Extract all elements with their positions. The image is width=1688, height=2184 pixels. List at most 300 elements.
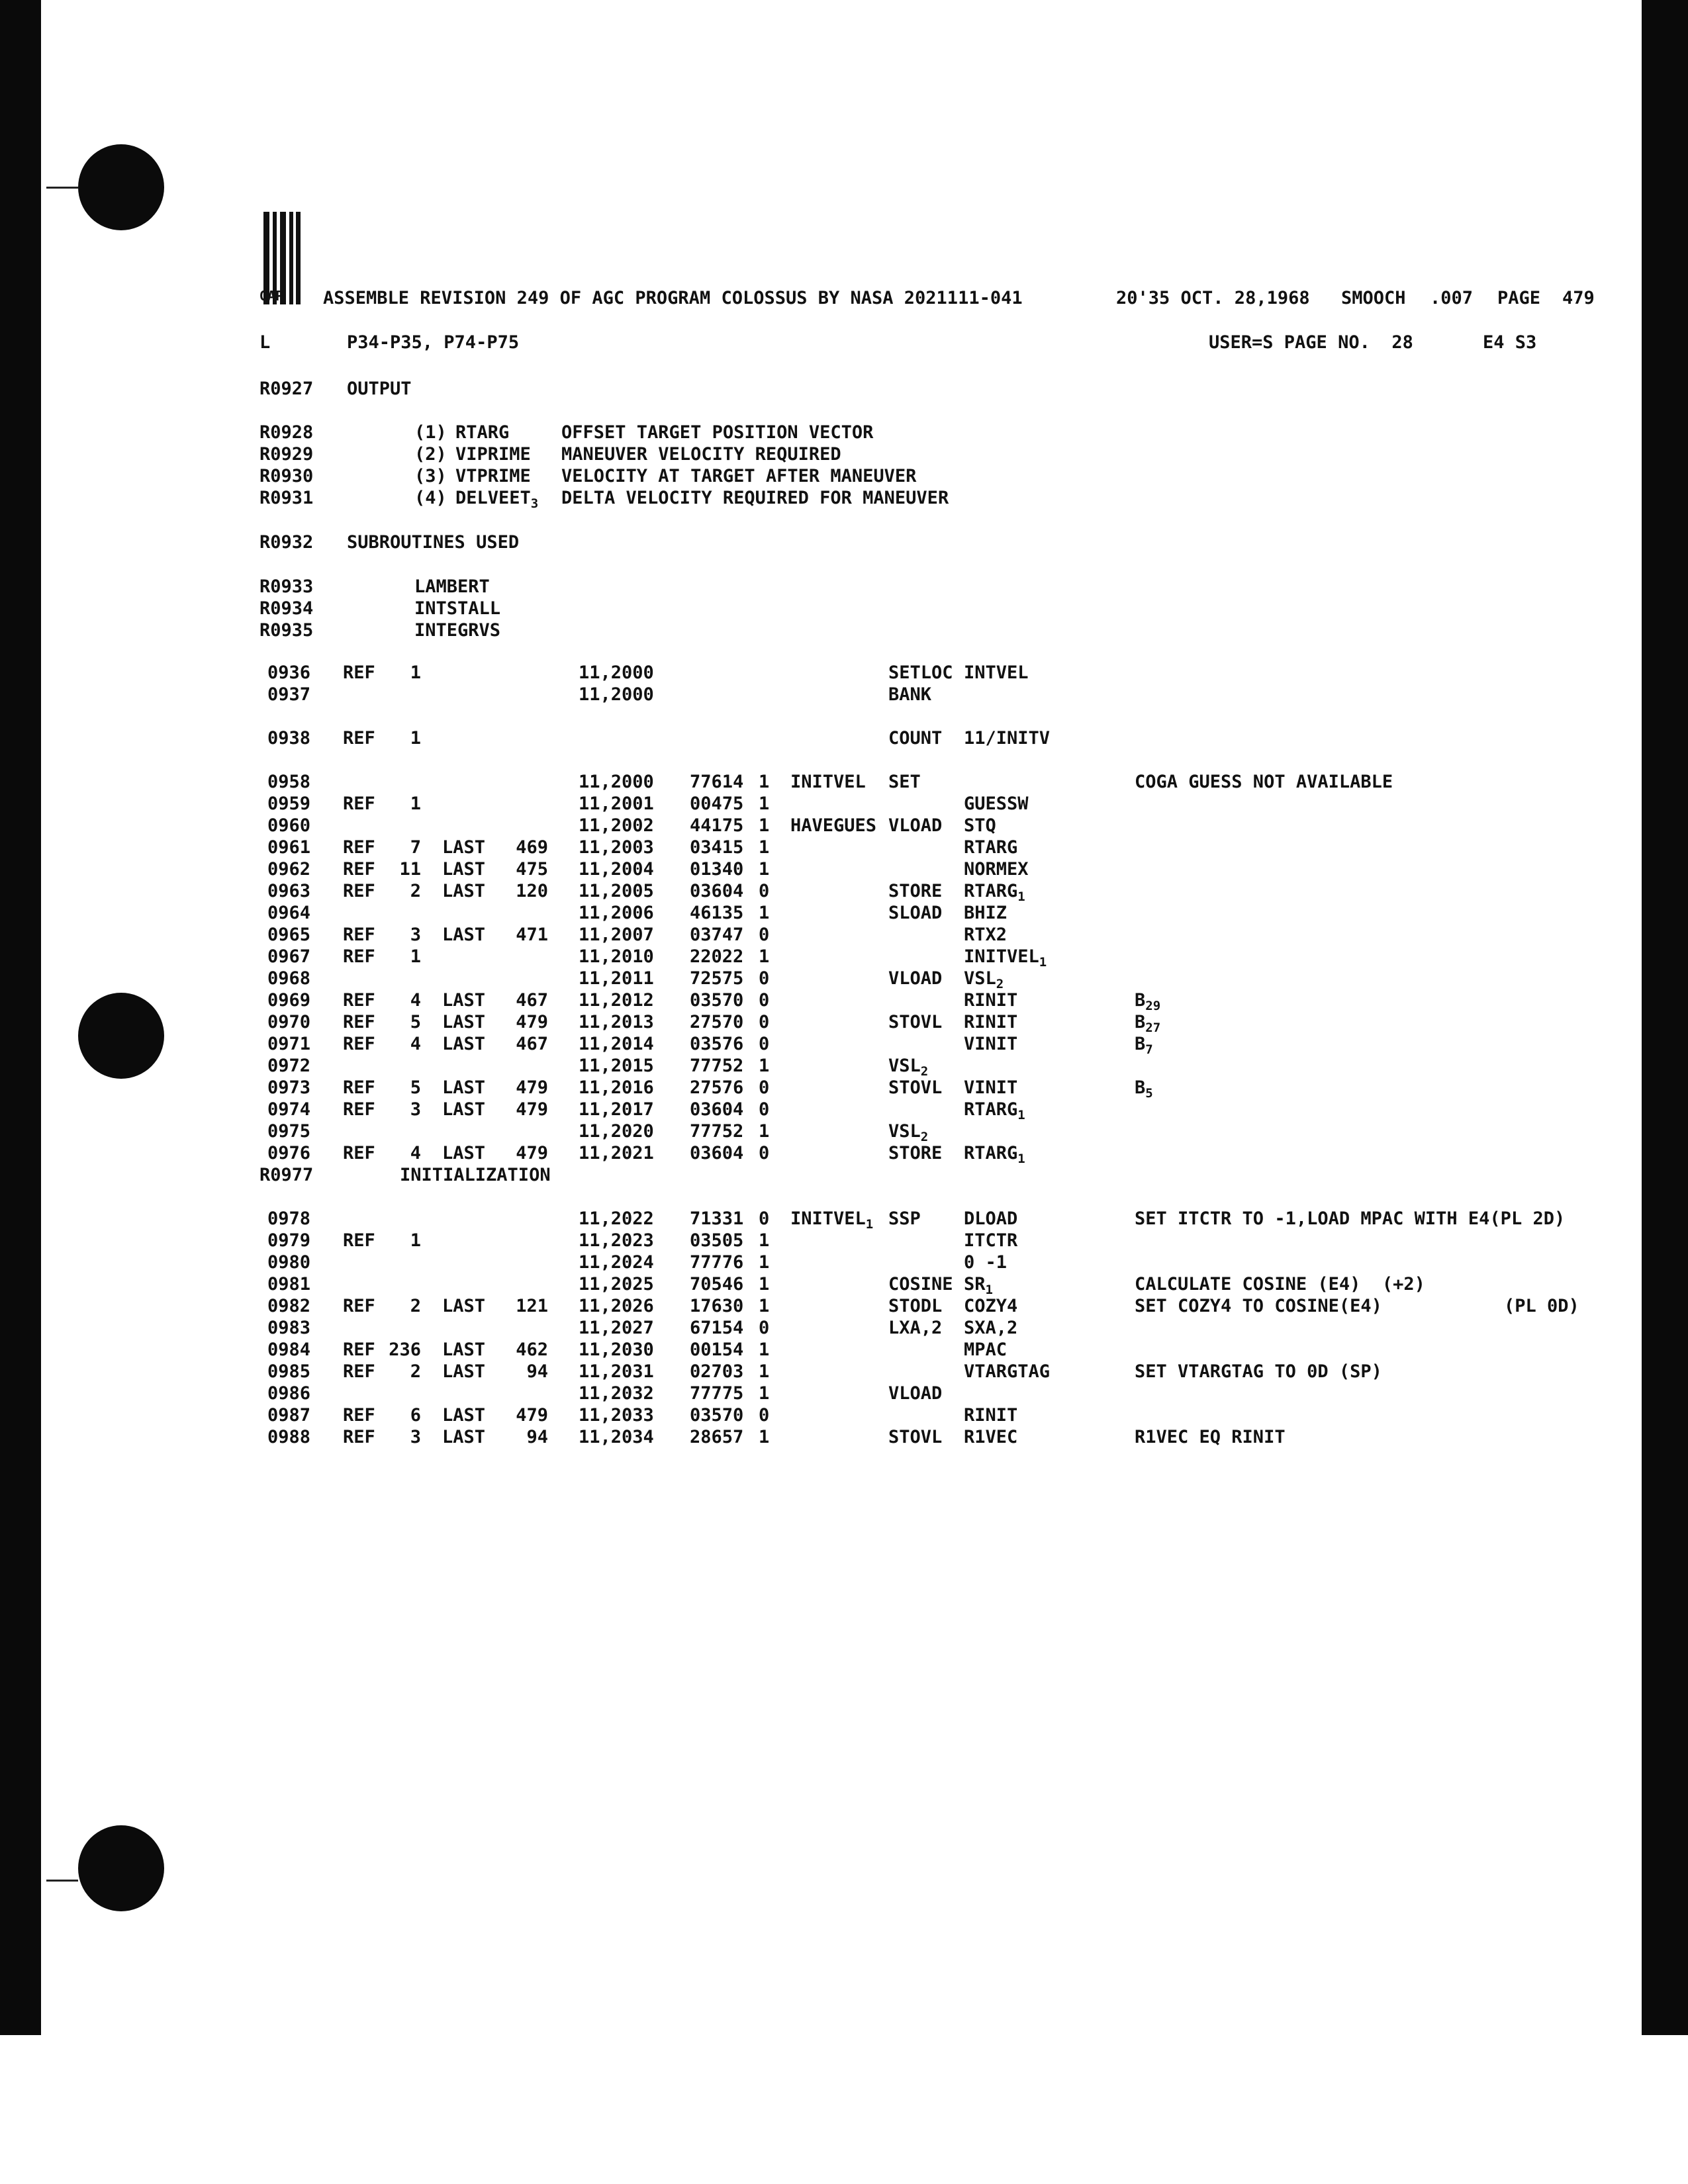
octal-code-text: 03576 [690,1034,744,1054]
opcode-text: SSP [888,1208,921,1229]
line-number [267,926,310,944]
ref-label-text: REF [343,881,375,901]
header-version: .007 [1430,288,1474,308]
ref-label-text: REF [343,1427,375,1447]
opcode-text: BANK [888,684,932,705]
line-number-text: 0984 [267,1340,311,1360]
address-text: 11,2001 [579,794,654,814]
opcode [888,1122,928,1144]
line-number-text: R0977 [259,1165,314,1185]
code-flag [759,1319,769,1337]
address-text: 11,2016 [579,1077,654,1098]
last-page-text: 467 [516,1034,548,1054]
address-text: 11,2034 [579,1427,654,1447]
code-flag-text: 1 [759,837,770,858]
ref-label [343,1297,375,1315]
octal-code-text: 77614 [690,772,744,792]
line-number [267,1406,310,1424]
address [579,1341,654,1359]
octal-code [690,1079,743,1097]
octal-code [690,1253,743,1271]
hole-tick-top [46,187,78,189]
ref-count [410,1013,421,1031]
code-flag [759,1232,769,1250]
address-text: 11,2006 [579,903,654,923]
address [579,1144,654,1162]
last-page [516,1406,548,1424]
address [579,904,654,922]
operand-subscript: 1 [1017,1108,1025,1122]
last-label [442,1079,485,1097]
line-number [267,1013,310,1031]
last-label-text: LAST [442,1099,486,1120]
code-flag [759,882,769,900]
line-number-text: 0976 [267,1143,311,1163]
last-page [516,991,548,1009]
ref-count-text: 4 [410,1143,421,1163]
ref-count-text: 6 [410,1405,421,1426]
line-number-text: 0961 [267,837,311,858]
octal-code [690,1035,743,1053]
code-flag [759,970,769,987]
address [579,1210,654,1228]
output-item-name: RTARG [455,422,510,443]
address [579,970,654,987]
line-number-text: 0986 [267,1383,311,1404]
line-number [267,1319,310,1337]
last-page-text: 471 [516,925,548,945]
line-number-text: 0963 [267,881,311,901]
address [579,686,654,704]
octal-code [690,1275,743,1293]
address [579,860,654,878]
ref-count [399,860,421,878]
line-number [267,860,310,878]
octal-code [690,882,743,900]
code-flag-text: 0 [759,1034,770,1054]
ref-label-text: REF [343,1361,375,1382]
octal-code [690,1232,743,1250]
opcode-text: STORE [888,1143,943,1163]
remark-line-number: R0934 [259,598,314,619]
last-label [442,1035,485,1053]
last-page [516,1013,548,1031]
octal-code [690,1297,743,1315]
line-number-text: 0965 [267,925,311,945]
ref-count [410,1079,421,1097]
code-flag [759,1406,769,1424]
operand [964,1319,1017,1337]
code-comment [1135,1013,1160,1034]
last-page [516,1341,548,1359]
operand-text: VTARGTAG [964,1361,1051,1382]
ref-label-text: REF [343,794,375,814]
code-flag-text: 1 [759,946,770,967]
address-text: 11,2000 [579,662,654,683]
ref-label-text: REF [343,1012,375,1032]
ref-count [410,991,421,1009]
last-label-text: LAST [442,925,486,945]
opcode [888,882,942,900]
octal-code-text: 03570 [690,990,744,1011]
last-page-text: 120 [516,881,548,901]
code-flag-text: 0 [759,881,770,901]
line-number [267,970,310,987]
operand [964,1035,1017,1053]
line-number [267,1079,310,1097]
operand [964,970,1004,991]
address [579,1232,654,1250]
operand [964,1406,1017,1424]
output-item-name: VTPRIME [455,466,531,486]
code-comment [1135,991,1160,1013]
ref-count [410,1406,421,1424]
operand [964,1253,1007,1271]
ref-label [343,1428,375,1446]
code-comment [1135,1079,1153,1100]
ref-count-text: 1 [410,794,421,814]
code-comment-text: SET COZY4 TO COSINE(E4) [1135,1296,1382,1316]
subheader-type: L [259,332,271,353]
address-text: 11,2012 [579,990,654,1011]
code-comment [1135,1275,1425,1293]
opcode-text: VSL [888,1056,921,1076]
last-label [442,1013,485,1031]
address-text: 11,2013 [579,1012,654,1032]
ref-count-text: 3 [410,1099,421,1120]
code-flag-text: 1 [759,859,770,880]
ref-count-text: 2 [410,1361,421,1382]
operand-text: INTVEL [964,662,1029,683]
octal-code [690,926,743,944]
line-number-text: 0981 [267,1274,311,1295]
code-flag-text: 1 [759,1121,770,1142]
opcode-text: STOVL [888,1077,943,1098]
line-number-text: 0972 [267,1056,311,1076]
address-text: 11,2000 [579,772,654,792]
operand-text: DLOAD [964,1208,1018,1229]
code-label-text: INITVEL [790,1208,866,1229]
operand-text: R1VEC [964,1427,1018,1447]
output-item-desc: DELTA VELOCITY REQUIRED FOR MANEUVER [561,488,949,508]
line-number [267,1253,310,1271]
code-label-subscript: 1 [865,1217,874,1232]
octal-code [690,1406,743,1424]
last-label [442,1428,485,1446]
last-page-text: 94 [526,1427,548,1447]
ref-count [410,1035,421,1053]
operand [964,664,1029,682]
output-item-desc: VELOCITY AT TARGET AFTER MANEUVER [561,466,917,486]
octal-code-text: 03604 [690,881,744,901]
opcode [888,904,942,922]
ref-count-text: 3 [410,925,421,945]
octal-code-text: 44175 [690,815,744,836]
operand [964,729,1050,747]
subroutine-name: LAMBERT [414,576,490,597]
ref-label [343,860,375,878]
octal-code-text: 02703 [690,1361,744,1382]
operand [964,948,1047,969]
octal-code-text: 70546 [690,1274,744,1295]
operand [964,1101,1025,1122]
code-flag [759,1210,769,1228]
last-page-text: 462 [516,1340,548,1360]
ref-label-text: REF [343,837,375,858]
opcode [888,1297,942,1315]
line-number-text: 0967 [267,946,311,967]
code-comment-subscript: 27 [1145,1021,1161,1035]
operand [964,1210,1017,1228]
output-item-num: (1) [414,422,447,443]
octal-code-text: 71331 [690,1208,744,1229]
last-page-text: 467 [516,990,548,1011]
ref-count-text: 4 [410,990,421,1011]
ref-count [410,729,421,747]
opcode-text: STODL [888,1296,943,1316]
last-page [516,926,548,944]
last-label-text: LAST [442,1361,486,1382]
address-text: 11,2025 [579,1274,654,1295]
operand-text: GUESSW [964,794,1029,814]
code-flag-text: 1 [759,1056,770,1076]
last-label [442,839,485,856]
address [579,1428,654,1446]
code-flag [759,817,769,835]
operand-subscript: 2 [996,977,1004,991]
last-label-text: LAST [442,859,486,880]
operand-text: RINIT [964,1405,1018,1426]
ref-count [410,1101,421,1118]
line-number-text: 0973 [267,1077,311,1098]
opcode-text: STOVL [888,1012,943,1032]
code-flag-text: 0 [759,1099,770,1120]
last-label [442,926,485,944]
ref-label-text: REF [343,946,375,967]
last-label-text: LAST [442,1405,486,1426]
address [579,795,654,813]
code-flag-text: 0 [759,1208,770,1229]
octal-code [690,795,743,813]
line-number [267,1210,310,1228]
octal-code-text: 77775 [690,1383,744,1404]
operand [964,1144,1025,1165]
line-number-text: 0969 [267,990,311,1011]
line-number [267,1275,310,1293]
address [579,1057,654,1075]
code-label-text: INITVEL [790,772,866,792]
ref-count-text: 1 [410,946,421,967]
ref-label-text: REF [343,1340,375,1360]
code-comment-text: CALCULATE COSINE (E4) (+2) [1135,1274,1425,1295]
octal-code-text: 03604 [690,1143,744,1163]
code-flag [759,1275,769,1293]
ref-count [410,839,421,856]
code-flag [759,839,769,856]
line-number-text: 0974 [267,1099,311,1120]
octal-code-text: 27576 [690,1077,744,1098]
ref-count-text: 5 [410,1077,421,1098]
opcode-text: STORE [888,881,943,901]
code-comment-text: R1VEC EQ RINIT [1135,1427,1286,1447]
code-flag-text: 1 [759,794,770,814]
remark-line-number: R0927 [259,379,314,399]
last-page-text: 479 [516,1143,548,1163]
punch-hole-bottom [78,1825,164,1911]
ref-count-text: 1 [410,1230,421,1251]
address-text: 11,2026 [579,1296,654,1316]
address-text: 11,2024 [579,1252,654,1273]
code-comment [1135,1035,1153,1056]
last-page [516,839,548,856]
code-comment-text: COGA GUESS NOT AVAILABLE [1135,772,1393,792]
line-number-text: 0958 [267,772,311,792]
operand [964,1013,1017,1031]
last-page [516,882,548,900]
remark-line-number: R0930 [259,466,314,486]
line-number [267,1057,310,1075]
ref-count-text: 1 [410,728,421,749]
line-number-text: 0968 [267,968,311,989]
operand [964,1297,1017,1315]
remark-initialization: INITIALIZATION [400,1165,551,1185]
octal-code-text: 77776 [690,1252,744,1273]
code-flag-text: 1 [759,772,770,792]
address-text: 11,2017 [579,1099,654,1120]
last-page-text: 94 [526,1361,548,1382]
opcode-text: VSL [888,1121,921,1142]
code-comment-subscript: 7 [1145,1042,1153,1057]
last-label [442,991,485,1009]
octal-code [690,1210,743,1228]
opcode [888,1275,953,1293]
line-number-text: 0964 [267,903,311,923]
octal-code [690,1319,743,1337]
last-page [516,1297,548,1315]
operand-text: RTARG [964,837,1018,858]
opcode [888,1210,921,1228]
address-text: 11,2020 [579,1121,654,1142]
line-number [267,664,310,682]
hole-tick-bottom [46,1880,78,1882]
code-flag [759,904,769,922]
line-number-text: 0938 [267,728,311,749]
address [579,948,654,966]
line-number-text: 0936 [267,662,311,683]
ref-label-text: REF [343,859,375,880]
code-comment-text: SET ITCTR TO -1,LOAD MPAC WITH E4(PL 2D) [1135,1208,1566,1229]
remark-line-number: R0932 [259,532,314,553]
last-label [442,1101,485,1118]
code-flag-text: 0 [759,1077,770,1098]
ref-label-text: REF [343,1405,375,1426]
ref-label [343,1079,375,1097]
line-number [267,904,310,922]
operand [964,1341,1007,1359]
address-text: 11,2014 [579,1034,654,1054]
code-flag [759,1428,769,1446]
address-text: 11,2030 [579,1340,654,1360]
address-text: 11,2007 [579,925,654,945]
address [579,1406,654,1424]
ref-label [343,991,375,1009]
operand [964,1363,1050,1381]
operand [964,817,996,835]
address-text: 11,2010 [579,946,654,967]
octal-code-text: 67154 [690,1318,744,1338]
operand-text: RTARG [964,1099,1018,1120]
address [579,882,654,900]
operand-text: RTARG [964,881,1018,901]
line-number-text: 0988 [267,1427,311,1447]
output-item-num: (3) [414,466,447,486]
ref-label-text: REF [343,662,375,683]
opcode [888,1144,942,1162]
code-flag [759,926,769,944]
address-text: 11,2021 [579,1143,654,1163]
octal-code [690,1341,743,1359]
operand [964,1079,1017,1097]
opcode [888,1385,942,1402]
scan-edge-right [1642,0,1688,2035]
octal-code-text: 17630 [690,1296,744,1316]
octal-code-text: 27570 [690,1012,744,1032]
operand [964,882,1025,903]
octal-code [690,1057,743,1075]
line-number-text: 0962 [267,859,311,880]
ref-label [343,1101,375,1118]
address-text: 11,2003 [579,837,654,858]
last-label-text: LAST [442,1427,486,1447]
operand-text: 11/INITV [964,728,1051,749]
code-flag [759,1253,769,1271]
opcode [888,1013,942,1031]
code-flag [759,1079,769,1097]
operand [964,860,1029,878]
address [579,664,654,682]
code-comment-subscript: 29 [1145,999,1161,1013]
ref-count [410,882,421,900]
header-gap: GAP [259,288,284,304]
code-flag [759,860,769,878]
ref-label-text: REF [343,1296,375,1316]
octal-code [690,1101,743,1118]
code-flag [759,1057,769,1075]
line-number [267,839,310,856]
code-comment-extra [1504,1297,1579,1315]
line-number [267,686,310,704]
last-page [516,1144,548,1162]
opcode-subscript: 2 [920,1130,929,1144]
ref-label-text: REF [343,1230,375,1251]
ref-label-text: REF [343,990,375,1011]
code-flag [759,1341,769,1359]
operand-text: RINIT [964,990,1018,1011]
octal-code [690,904,743,922]
code-flag-text: 0 [759,968,770,989]
code-flag-text: 0 [759,925,770,945]
code-flag-text: 1 [759,1427,770,1447]
operand-text: VINIT [964,1077,1018,1098]
line-number-text: 0985 [267,1361,311,1382]
operand-text: RINIT [964,1012,1018,1032]
output-item-name: VIPRIME [455,444,531,465]
octal-code-text: 01340 [690,859,744,880]
code-comment-subscript: 5 [1145,1086,1153,1101]
line-number [267,795,310,813]
ref-label [343,729,375,747]
code-comment-text: SET VTARGTAG TO 0D (SP) [1135,1361,1382,1382]
